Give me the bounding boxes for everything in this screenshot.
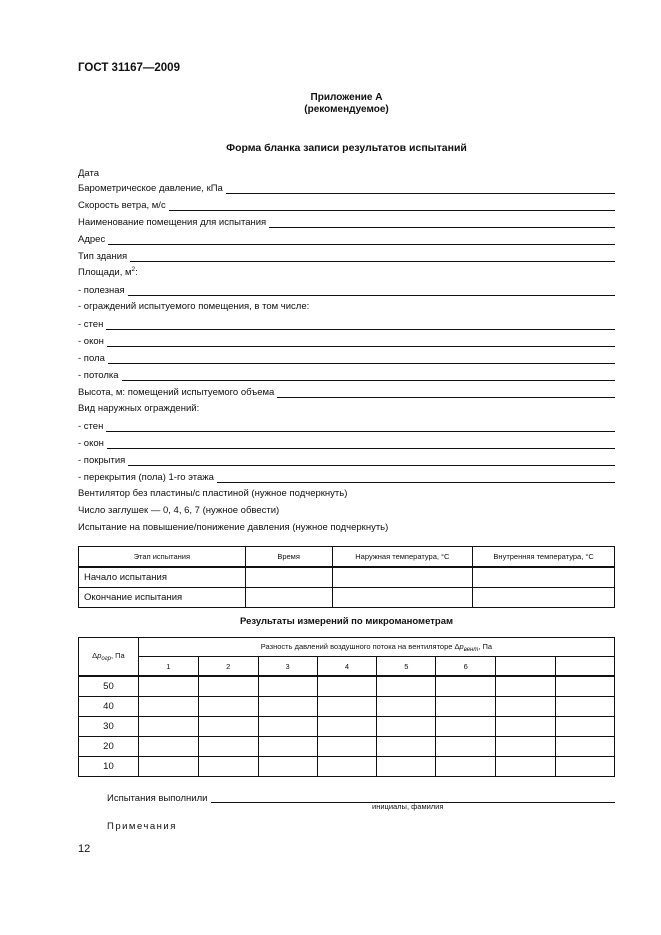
table-cell[interactable] — [258, 757, 317, 777]
row-pressure-value: 20 — [79, 737, 139, 757]
row-pressure-value: 40 — [79, 697, 139, 717]
table-cell[interactable] — [377, 697, 436, 717]
table-cell[interactable] — [436, 737, 496, 757]
windows2-line[interactable] — [107, 438, 615, 449]
windows2-field[interactable] — [78, 436, 615, 450]
column-empty — [496, 657, 556, 677]
table-row — [79, 757, 615, 777]
column-number: 2 — [198, 657, 258, 677]
table-cell[interactable] — [245, 567, 332, 588]
table-cell[interactable] — [198, 757, 258, 777]
walls2-line[interactable] — [106, 421, 615, 432]
row-pressure-value: 30 — [79, 717, 139, 737]
row-pressure-value: 10 — [79, 757, 139, 777]
table-cell[interactable] — [377, 737, 436, 757]
results-header-row — [79, 638, 615, 657]
table-cell[interactable] — [436, 676, 496, 697]
wind-field[interactable] — [78, 198, 615, 212]
table-cell[interactable] — [473, 588, 615, 608]
table-row — [79, 567, 615, 588]
height-line[interactable] — [277, 387, 615, 398]
walls-field[interactable] — [78, 317, 615, 331]
column-empty — [556, 657, 615, 677]
table-cell[interactable] — [556, 697, 615, 717]
table-cell[interactable] — [198, 697, 258, 717]
table-cell[interactable] — [556, 757, 615, 777]
column-number: 5 — [377, 657, 436, 677]
table-cell[interactable] — [377, 676, 436, 697]
initials-caption: инициалы, фамилия — [372, 802, 444, 811]
table-cell[interactable] — [556, 737, 615, 757]
table-cell[interactable] — [436, 697, 496, 717]
stage-header-outer-temp: Наружная температура, °С — [332, 547, 473, 568]
plugs-label: Число заглушек — 0, 4, 6, 7 (нужное обвести) — [78, 505, 280, 516]
windows-label: - окон — [78, 336, 104, 347]
table-cell[interactable] — [138, 717, 198, 737]
table-cell[interactable] — [556, 717, 615, 737]
table-cell[interactable] — [473, 567, 615, 588]
table-cell[interactable] — [317, 737, 377, 757]
room-name-field[interactable] — [78, 215, 615, 229]
slab-field[interactable] — [78, 470, 615, 484]
table-cell[interactable] — [138, 737, 198, 757]
row-pressure-value: 50 — [79, 676, 139, 697]
wind-line[interactable] — [169, 200, 615, 211]
address-label: Адрес — [78, 234, 106, 245]
walls-label: - стен — [78, 319, 104, 330]
walls-line[interactable] — [106, 319, 615, 330]
windows2-label: - окон — [78, 438, 104, 449]
table-cell[interactable] — [258, 717, 317, 737]
roof-field[interactable] — [78, 453, 615, 467]
windows-field[interactable] — [78, 334, 615, 348]
table-cell[interactable] — [436, 717, 496, 737]
column-number: 1 — [138, 657, 198, 677]
ceiling-line[interactable] — [122, 370, 615, 381]
notes-heading: Примечания — [107, 821, 177, 832]
table-cell[interactable] — [496, 737, 556, 757]
stage-end-label: Окончание испытания — [79, 588, 246, 608]
building-type-label: Тип здания — [78, 251, 128, 262]
pressure-line[interactable] — [226, 183, 615, 194]
test-mode-label: Испытание на повышение/понижение давления (нужное подчеркнуть) — [78, 522, 389, 533]
floor-line[interactable] — [108, 353, 615, 364]
table-cell[interactable] — [332, 588, 473, 608]
table-cell[interactable] — [198, 717, 258, 737]
table-row — [79, 676, 615, 697]
table-row — [79, 717, 615, 737]
roof-label: - покрытия — [78, 455, 126, 466]
roof-line[interactable] — [128, 455, 615, 466]
table-cell[interactable] — [258, 737, 317, 757]
useful-field[interactable] — [78, 283, 615, 297]
table-cell[interactable] — [332, 567, 473, 588]
slab-label: - перекрытия (пола) 1-го этажа — [78, 472, 214, 483]
floor-field[interactable] — [78, 351, 615, 365]
table-cell[interactable] — [138, 697, 198, 717]
table-cell[interactable] — [377, 757, 436, 777]
building-type-field[interactable] — [78, 249, 615, 263]
table-row — [79, 588, 615, 608]
room-name-label: Наименование помещения для испытания — [78, 217, 267, 228]
windows-line[interactable] — [107, 336, 615, 347]
ceiling-field[interactable] — [78, 368, 615, 382]
address-line[interactable] — [108, 234, 615, 245]
table-cell[interactable] — [317, 717, 377, 737]
height-label: Высота, м: помещений испытуемого объема — [78, 387, 275, 398]
date-label: Дата — [78, 168, 100, 179]
table-cell[interactable] — [317, 697, 377, 717]
fan-label: Вентилятор без пластины/с пластиной (нужное подчеркнуть) — [78, 488, 348, 499]
walls2-field[interactable] — [78, 419, 615, 433]
useful-label: - полезная — [78, 285, 125, 296]
table-cell[interactable] — [377, 717, 436, 737]
table-cell[interactable] — [496, 757, 556, 777]
table-cell[interactable] — [496, 676, 556, 697]
table-cell[interactable] — [317, 757, 377, 777]
column-number: 6 — [436, 657, 496, 677]
pressure-field[interactable] — [78, 181, 615, 195]
results-title: Результаты измерений по микроманометрам — [239, 616, 454, 627]
address-field[interactable] — [78, 232, 615, 246]
table-row — [79, 697, 615, 717]
areas-superscript: 2 — [131, 265, 136, 273]
table-cell[interactable] — [138, 757, 198, 777]
table-cell[interactable] — [198, 676, 258, 697]
ceiling-label: - потолка — [78, 370, 119, 381]
stage-header-time: Время — [245, 547, 332, 568]
standard-number: ГОСТ 31167—2009 — [78, 62, 180, 74]
outer-types-label: Вид наружных ограждений: — [78, 403, 200, 414]
form-title: Форма бланка записи результатов испытаний — [226, 142, 467, 154]
stage-start-label: Начало испытания — [79, 567, 246, 588]
stage-table-header — [79, 547, 615, 568]
table-cell[interactable] — [496, 697, 556, 717]
table-cell[interactable] — [556, 676, 615, 697]
room-name-line[interactable] — [269, 217, 615, 228]
floor-label: - пола — [78, 353, 105, 364]
page-number: 12 — [78, 843, 91, 855]
table-cell[interactable] — [436, 757, 496, 777]
stage-header-inner-temp: Внутренняя температура, °С — [473, 547, 615, 568]
stage-table — [78, 546, 615, 608]
pressure-label: Барометрическое давление, кПа — [78, 183, 223, 194]
appendix-subtitle: (рекомендуемое) — [304, 104, 389, 115]
performed-by-label: Испытания выполнили — [107, 793, 208, 804]
height-field[interactable] — [78, 385, 615, 399]
table-row — [79, 737, 615, 757]
areas-label: Площади, $м^2$: — [78, 265, 138, 278]
wind-label: Скорость ветра, м/с — [78, 200, 166, 211]
walls2-label: - стен — [78, 421, 104, 432]
slab-line[interactable] — [217, 472, 615, 483]
table-cell[interactable] — [258, 697, 317, 717]
results-table — [78, 637, 615, 777]
enclosures-label: - ограждений испытуемого помещения, в том числе: — [78, 301, 310, 312]
table-cell[interactable] — [317, 676, 377, 697]
group-header: Разность давлений воздушного потока на вентиляторе $\Delta p_{вент}$, Па — [138, 638, 614, 657]
stage-header-stage: Этап испытания — [79, 547, 246, 568]
useful-line[interactable] — [128, 285, 615, 296]
table-cell[interactable] — [198, 737, 258, 757]
table-cell[interactable] — [138, 676, 198, 697]
building-type-line[interactable] — [130, 251, 615, 262]
table-cell[interactable] — [496, 717, 556, 737]
row-header: $\Delta p_{огр}$, Па — [79, 638, 139, 677]
column-number: 3 — [258, 657, 317, 677]
table-cell[interactable] — [245, 588, 332, 608]
appendix-title: Приложение А — [310, 92, 383, 103]
column-number: 4 — [317, 657, 377, 677]
table-cell[interactable] — [258, 676, 317, 697]
results-column-numbers — [79, 657, 615, 677]
performed-by-field[interactable] — [107, 790, 615, 804]
